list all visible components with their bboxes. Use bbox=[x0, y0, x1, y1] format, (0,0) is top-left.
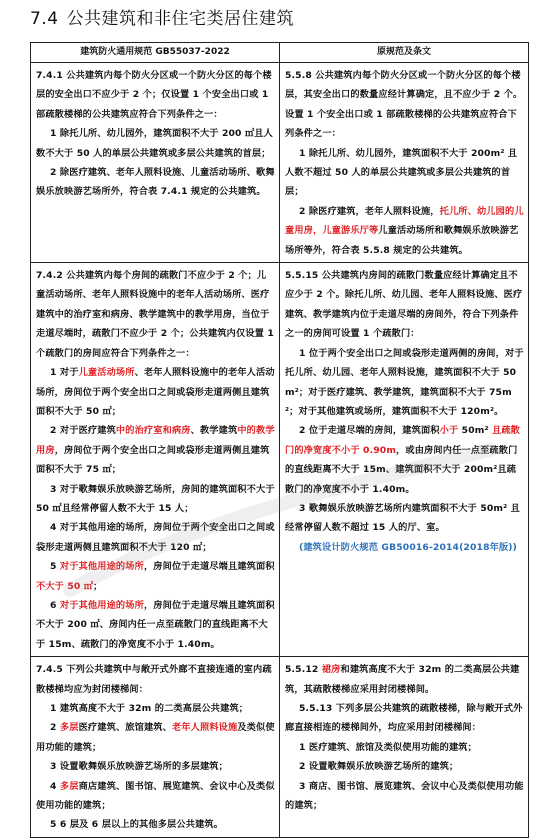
clause-paragraph bbox=[285, 757, 524, 776]
highlighted-text: 儿童活动场所 bbox=[78, 367, 135, 379]
highlighted-text: 多层 bbox=[59, 722, 79, 734]
clause-text: 3 设置歌舞娱乐放映游艺场所的多层建筑； bbox=[50, 761, 228, 773]
highlighted-text: 老年人照料设施 bbox=[171, 722, 238, 734]
clause-paragraph bbox=[285, 421, 524, 499]
clause-text: 5.5.8 公共建筑内每个防火分区或一个防火分区的每个楼层，其安全出口的数量应经计算确定，且不应少于 2 个。设置 1 个安全出口或 1 部疏散楼梯的公共建筑应符合下列条件之一： bbox=[285, 70, 523, 140]
row1-left-cell bbox=[31, 63, 280, 263]
section-title: 公共建筑和非住宅类居住建筑 bbox=[66, 9, 295, 29]
table-row bbox=[31, 263, 529, 657]
clause-text: ，或由房间内任一点至疏散门的直线距离不大于 15m、建筑面积不大于 200m²且疏散门的净宽度不小于 1.40m。 bbox=[285, 444, 518, 495]
clause-text: 2 设置歌舞娱乐放映游艺场所的建筑； bbox=[299, 761, 459, 773]
clause-paragraph bbox=[36, 777, 275, 816]
clause-paragraph bbox=[36, 363, 275, 421]
clause-paragraph bbox=[285, 660, 524, 699]
clause-text: 3 商店、图书馆、展览建筑、会议中心及类似使用功能的建筑； bbox=[285, 780, 524, 812]
clause-text: 2 位于走道尽端的房间，建筑面积 bbox=[299, 425, 440, 437]
clause-text: 1 除托儿所、幼儿园外，建筑面积不大于 200m² 且人数不超过 50 人的单层公共建筑或多层公共建筑的首层； bbox=[285, 147, 518, 198]
clause-text: 和建筑高度不大于 32m 的二类高层公共建筑，其疏散楼梯应采用封闭楼梯间。 bbox=[285, 664, 520, 695]
clause-text: ，房间位于走道尽端且建筑面积 bbox=[143, 561, 275, 573]
table-row bbox=[31, 63, 529, 263]
comparison-table bbox=[30, 42, 529, 838]
clause-paragraph bbox=[36, 757, 275, 776]
clause-paragraph bbox=[36, 421, 275, 479]
row3-left-cell bbox=[31, 657, 280, 838]
clause-text: 商店建筑、图书馆、展览建筑、会议中心及类似使用功能的建筑； bbox=[36, 780, 275, 812]
row2-right-cell bbox=[280, 263, 529, 657]
clause-text: ，房间位于两个安全出口之间或袋形走道两侧且建筑面积不大于 75 ㎡； bbox=[36, 444, 270, 476]
clause-text: 医疗建筑、旅馆建筑、 bbox=[78, 722, 172, 734]
table-header-row bbox=[31, 43, 529, 63]
row1-right-cell bbox=[280, 63, 529, 263]
clause-text: 2 除医疗建筑，老年人照料设施， bbox=[299, 205, 440, 217]
header-current-code: 建筑防火通用规范 GB55037-2022 bbox=[31, 43, 280, 63]
clause-text: 4 对于其他用途的场所，房间位于两个安全出口之间或袋形走道两侧且建筑面积不大于 120 ㎡； bbox=[36, 522, 275, 553]
clause-text: 5.5.13 下列多层公共建筑的疏散楼梯，除与敞开式外廊直接相连的楼梯间外，均应采用封闭楼梯间： bbox=[285, 703, 523, 734]
clause-paragraph bbox=[285, 144, 524, 202]
clause-paragraph bbox=[285, 66, 524, 144]
clause-paragraph bbox=[285, 266, 524, 344]
highlighted-text: 不大于 50 ㎡ bbox=[36, 580, 94, 592]
section-number: 7.4 bbox=[30, 9, 59, 29]
source-note: (建筑设计防火规范 GB50016-2014(2018年版)) bbox=[299, 541, 517, 553]
clause-paragraph bbox=[285, 202, 524, 260]
clause-paragraph bbox=[36, 815, 275, 834]
highlighted-text: 裙房 bbox=[321, 664, 341, 676]
highlighted-text: 中的治疗室和病房 bbox=[115, 425, 191, 437]
header-original-code: 原规范及条文 bbox=[280, 43, 529, 63]
clause-text: 3 对于歌舞娱乐放映游艺场所，房间的建筑面积不大于 50 ㎡且经常停留人数不大于 15 人； bbox=[36, 483, 275, 514]
clause-text: 1 位于两个安全出口之间或袋形走道两侧的房间，对于托儿所、幼儿园、老年人照料设施，建筑面积不大于 50m²；对于医疗建筑、教学建筑，建筑面积不大于 75m²；对于其他建筑或场所，建筑面积不大于 120m²。 bbox=[285, 347, 524, 417]
clause-text: 4 bbox=[50, 780, 60, 792]
clause-paragraph bbox=[36, 557, 275, 596]
clause-paragraph bbox=[36, 596, 275, 654]
clause-paragraph bbox=[285, 699, 524, 738]
clause-text: 1 对于 bbox=[50, 367, 79, 379]
highlighted-text: 中的教学用房 bbox=[36, 425, 275, 456]
clause-text: 5.5.15 公共建筑内房间的疏散门数量应经计算确定且不应少于 2 个。除托儿所、幼儿园、老年人照料设施、医疗建筑、教学建筑内位于走道尽端的房间外，符合下列条件之一的房间可设置 1 个疏散门： bbox=[285, 270, 523, 340]
clause-paragraph bbox=[36, 266, 275, 363]
clause-text: 50m² bbox=[458, 425, 492, 437]
table-row bbox=[31, 657, 529, 838]
clause-paragraph bbox=[285, 499, 524, 538]
clause-paragraph bbox=[36, 66, 275, 124]
clause-text: 2 对于医疗建筑 bbox=[50, 425, 116, 437]
clause-text: 、教学建筑 bbox=[190, 425, 238, 437]
clause-text: ； bbox=[93, 580, 103, 592]
clause-text: 2 bbox=[50, 722, 60, 734]
clause-paragraph bbox=[285, 777, 524, 816]
clause-paragraph bbox=[36, 163, 275, 202]
clause-text: 3 歌舞娱乐放映游艺场所内建筑面积不大于 50m² 且经常停留人数不超过 15 人的厅、室。 bbox=[285, 502, 520, 534]
clause-text: 6 bbox=[50, 599, 60, 611]
clause-paragraph bbox=[36, 699, 275, 718]
clause-paragraph bbox=[36, 660, 275, 699]
clause-text: ，房间位于走道尽端且建筑面积不大于 200 ㎡、房间内任一点至疏散门的直线距离不大于 15m、疏散门的净宽度不小于 1.40m。 bbox=[36, 599, 275, 650]
clause-text: 5.5.12 bbox=[285, 664, 322, 676]
clause-paragraph bbox=[36, 124, 275, 163]
highlighted-text: 多层 bbox=[59, 780, 79, 792]
clause-text: 1 建筑高度不大于 32m 的二类高层公共建筑； bbox=[50, 703, 249, 714]
highlighted-text: 对于其他用途的场所 bbox=[59, 599, 144, 611]
highlighted-text: 对于其他用途的场所 bbox=[59, 561, 144, 573]
clause-text: 1 除托儿所、幼儿园外，建筑面积不大于 200 ㎡且人数不大于 50 人的单层公共建筑或多层公共建筑的首层； bbox=[36, 128, 273, 159]
clause-text: 5 bbox=[50, 561, 60, 573]
clause-text: 2 除医疗建筑、老年人照料设施、儿童活动场所、歌舞娱乐放映游艺场所外，符合表 7.4.1 规定的公共建筑。 bbox=[36, 167, 275, 198]
highlighted-text: 且疏散门的净宽度不小于 0.90m bbox=[285, 425, 521, 456]
clause-text: 7.4.1 公共建筑内每个防火分区或一个防火分区的每个楼层的安全出口不应少于 2 个；仅设置 1 个安全出口或 1 部疏散楼梯的公共建筑应符合下列条件之一： bbox=[36, 70, 272, 120]
clause-text: 及类似使用功能的建筑； bbox=[36, 722, 275, 753]
clause-text: 儿童活动场所和歌舞娱乐放映游艺场所等外，符合表 5.5.8 规定的公共建筑。 bbox=[285, 225, 519, 256]
row2-left-cell bbox=[31, 263, 280, 657]
clause-paragraph bbox=[36, 518, 275, 557]
clause-text: 5 6 层及 6 层以上的其他多层公共建筑。 bbox=[50, 819, 224, 831]
clause-text: 1 医疗建筑、旅馆及类似使用功能的建筑； bbox=[299, 741, 477, 753]
clause-paragraph bbox=[36, 718, 275, 757]
row3-right-cell bbox=[280, 657, 529, 838]
highlighted-text: 小于 bbox=[439, 425, 459, 437]
section-heading bbox=[30, 4, 294, 29]
clause-text: 、老年人照料设施中的老年人活动场所，房间位于两个安全出口之间或袋形走道两侧且建筑面积不大于 50 ㎡； bbox=[36, 367, 275, 417]
clause-paragraph bbox=[285, 738, 524, 757]
clause-paragraph bbox=[285, 344, 524, 422]
clause-paragraph bbox=[285, 538, 524, 557]
clause-text: 7.4.2 公共建筑内每个房间的疏散门不应少于 2 个；儿童活动场所、老年人照料设施中的老年人活动场所、医疗建筑中的治疗室和病房、教学建筑中的教学用房，当位于走道尽端时，疏散门不应少于 2 个；公共建筑内仅设置 1 个疏散门的房间应符合下列条件之一： bbox=[36, 270, 274, 359]
clause-paragraph bbox=[36, 480, 275, 519]
clause-text: 7.4.5 下列公共建筑中与敞开式外廊不直接连通的室内疏散楼梯均应为封闭楼梯间： bbox=[36, 664, 272, 695]
highlighted-text: 托儿所、幼儿园的儿童用房，儿童游乐厅等 bbox=[285, 205, 524, 237]
